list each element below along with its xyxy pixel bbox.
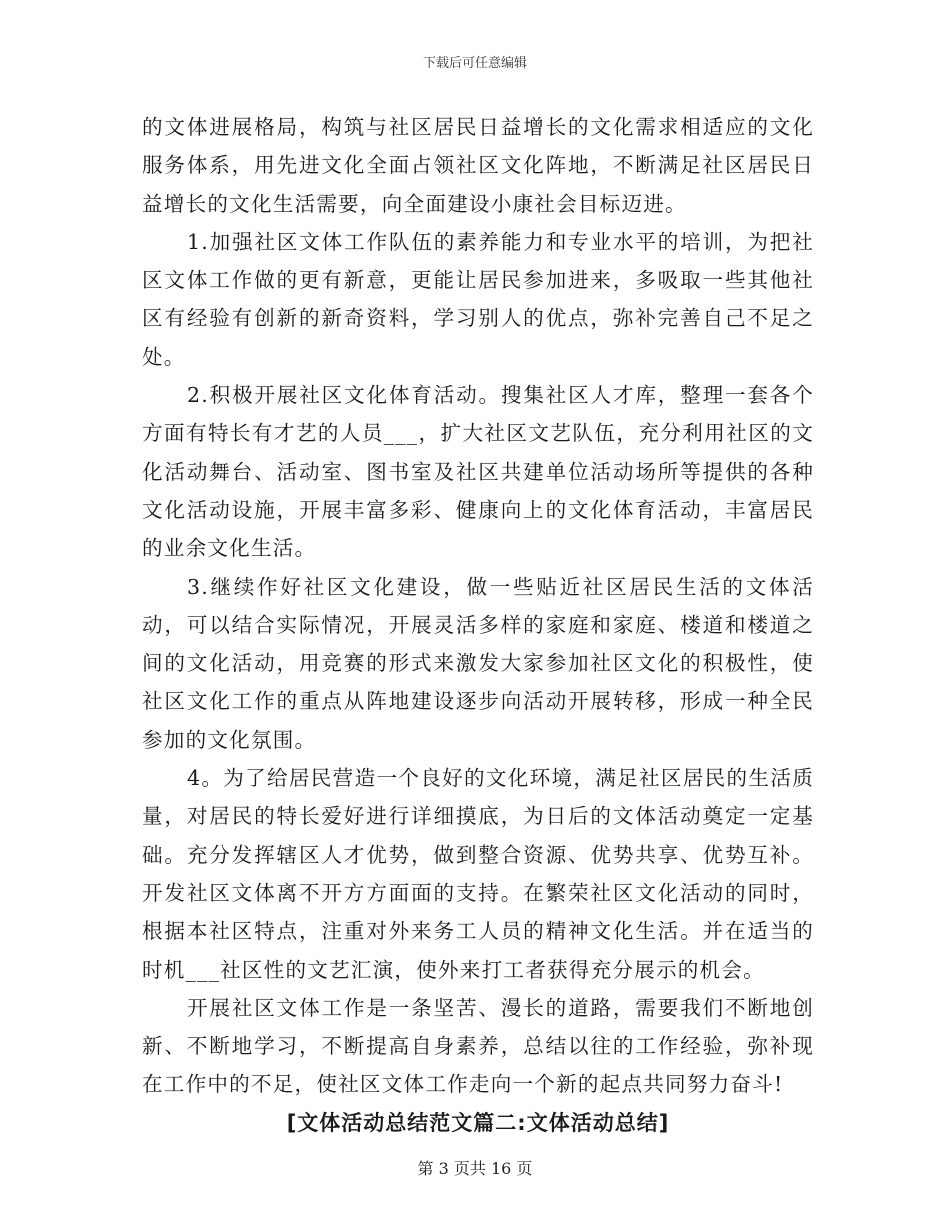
page-header-note: 下载后可任意编辑 xyxy=(422,56,527,71)
paragraph-item-1: 1.加强社区文体工作队伍的素养能力和专业水平的培训，为把社区文体工作做的更有新意，更能让居民参加进来，多吸取一些其他社区有经验有创新的新奇资料，学习别人的优点，弥补完善自己不足之处。 xyxy=(142,229,814,369)
paragraph-item-3: 3.继续作好社区文化建设，做一些贴近社区居民生活的文体活动，可以结合实际情况，开展灵活多样的家庭和家庭、楼道和楼道之间的文化活动，用竞赛的形式来激发大家参加社区文化的积极性，使社区文化工作的重点从阵地建设逐步向活动开展转移，形成一种全民参加的文化氛围。 xyxy=(142,574,814,752)
section-title: [文体活动总结范文篇二:文体活动总结] xyxy=(286,1110,670,1135)
document-body xyxy=(142,108,814,1140)
paragraph-item-4: 4。为了给居民营造一个良好的文化环境，满足社区居民的生活质量，对居民的特长爱好进行详细摸底，为日后的文体活动奠定一定基础。充分发挥辖区人才优势，做到整合资源、优势共享、优势互补。开发社区文体离不开方方面面的支持。在繁荣社区文化活动的同时，根据本社区特点，注重对外来务工人员的精神文化生活。并在适当的时机___社区性的文艺汇演，使外来打工者获得充分展示的机会。 xyxy=(142,766,814,982)
paragraph-item-2: 2.积极开展社区文化体育活动。搜集社区人才库，整理一套各个方面有特长有才艺的人员___，扩大社区文艺队伍，充分利用社区的文化活动舞台、活动室、图书室及社区共建单位活动场所等提供的各种文化活动设施，开展丰富多彩、健康向上的文化体育活动，丰富居民的业余文化生活。 xyxy=(142,383,814,561)
paragraph-conclusion: 开展社区文体工作是一条坚苦、漫长的道路，需要我们不断地创新、不断地学习，不断提高自身素养，总结以往的工作经验，弥补现在工作中的不足，使社区文体工作走向一个新的起点共同努力奋斗! xyxy=(142,995,814,1097)
paragraph-continuation: 的文体进展格局，构筑与社区居民日益增长的文化需求相适应的文化服务体系，用先进文化全面占领社区文化阵地，不断满足社区居民日益增长的文化生活需要，向全面建设小康社会目标迈进。 xyxy=(142,115,814,216)
page-number: 第 3 页共 16 页 xyxy=(417,1159,533,1178)
